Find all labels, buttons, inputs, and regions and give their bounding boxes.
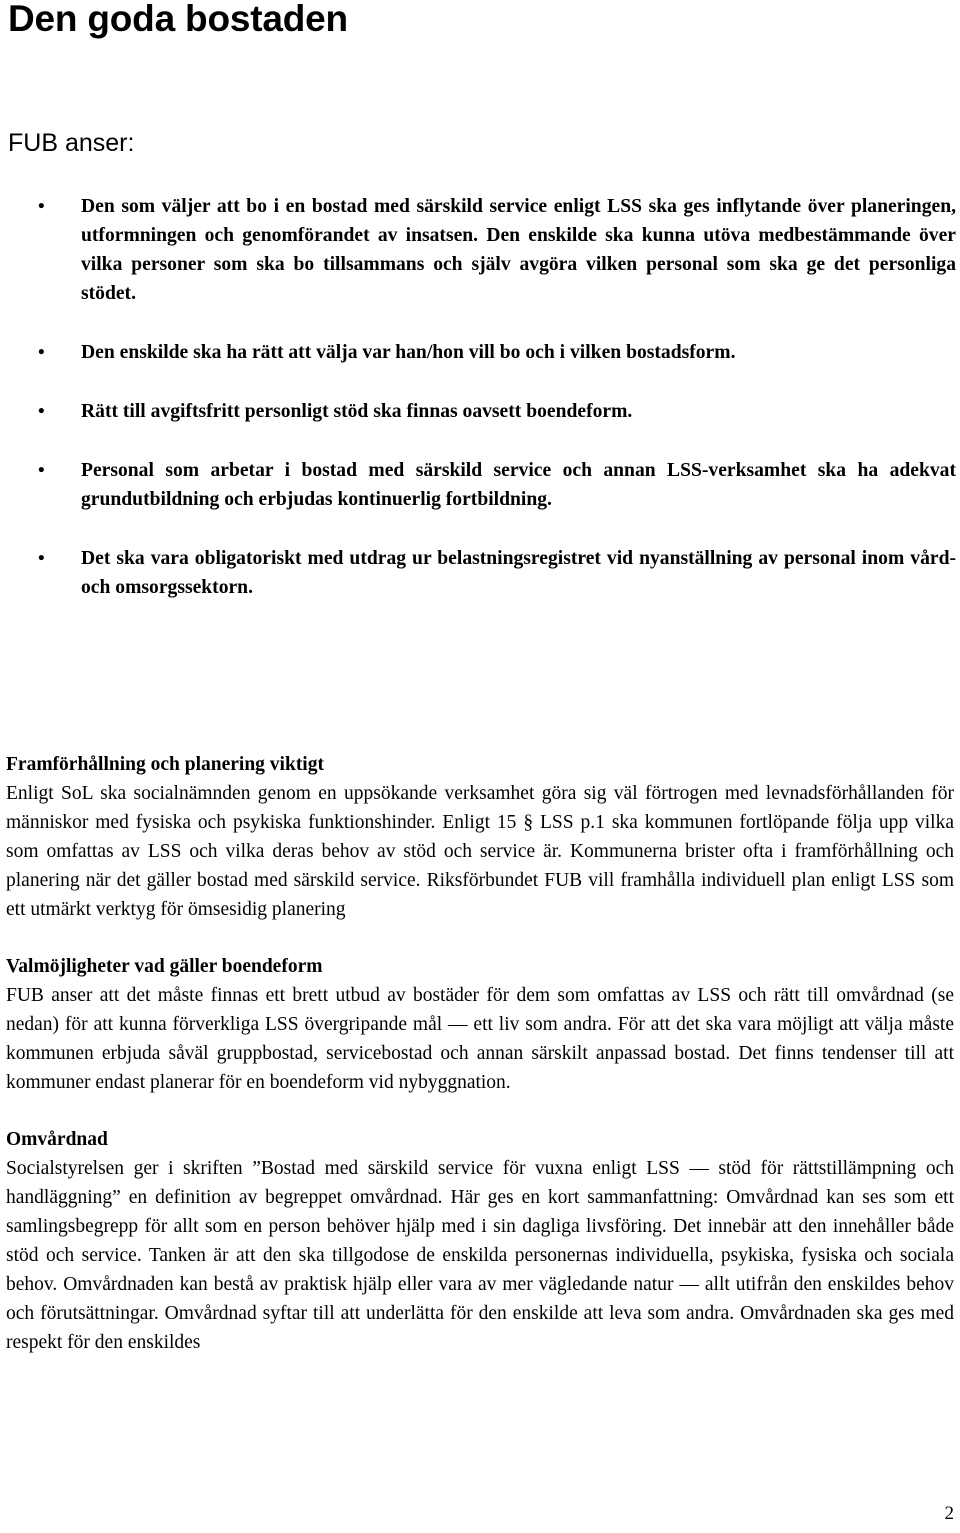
- bullet-glyph: •: [38, 196, 45, 217]
- section-planning: [0, 750, 960, 924]
- document-title: Den goda bostaden: [8, 0, 348, 39]
- bullet-text: Den som väljer att bo i en bostad med särskild service enligt LSS ska ges inflytande över planeringen, utformningen och genomförandet av insatsen. Den enskilde ska kunna utöva medbestämmande över vilka personer som ska bo tillsammans och själv avgöra vilken personal som ska ge det personliga stödet.: [81, 196, 956, 304]
- section-heading: Framförhållning och planering viktigt: [6, 754, 324, 775]
- bullet-text: Personal som arbetar i bostad med särskild service och annan LSS-verksamhet ska ha adekvat grundutbildning och erbjudas kontinuerlig fortbildning.: [81, 460, 956, 510]
- bullet-text: Det ska vara obligatoriskt med utdrag ur belastningsregistret vid nyanställning av personal inom vård- och omsorgssektorn.: [81, 548, 956, 598]
- section-heading: Omvårdnad: [6, 1129, 108, 1150]
- bullet-item: [0, 544, 960, 602]
- section-body: FUB anser att det måste finnas ett brett utbud av bostäder för dem som omfattas av LSS och rätt till omvårdnad (se nedan) för att kunna förverkliga LSS övergripande mål — ett liv som andra. För att det ska vara möjligt att välja måste kommunen erbjuda såväl gruppbostad, servicebostad och annan särskilt anpassad bostad. Det finns tendenser till att kommuner endast planerar för en boendeform vid nybyggnation.: [6, 985, 954, 1093]
- bullet-glyph: •: [38, 401, 45, 422]
- fub-heading: FUB anser:: [8, 129, 135, 157]
- section-body: Enligt SoL ska socialnämnden genom en uppsökande verksamhet göra sig väl förtrogen med levnadsförhållanden för människor med fysiska och psykiska funktionshinder. Enligt 15 § LSS p.1 ska kommunen fortlöpande följa upp vilka som omfattas av LSS och vilka deras behov av stöd och service är. Kommunerna brister ofta i framförhållning och planering när det gäller bostad med särskild service. Riksförbundet FUB vill framhålla individuell plan enligt LSS som ett utmärkt verktyg för ömsesidig planering: [6, 783, 954, 920]
- page-number: 2: [944, 1503, 954, 1524]
- section-heading: Valmöjligheter vad gäller boendeform: [6, 956, 323, 977]
- bullet-glyph: •: [38, 460, 45, 481]
- bullet-item: [0, 192, 960, 308]
- fub-bullet-list: [0, 192, 960, 632]
- bullet-item: [0, 456, 960, 514]
- bullet-glyph: •: [38, 548, 45, 569]
- body-sections: [0, 750, 960, 1385]
- bullet-item: [0, 338, 960, 367]
- section-body: Socialstyrelsen ger i skriften ”Bostad med särskild service för vuxna enligt LSS — stöd för rättstillämpning och handläggning” en definition av begreppet omvårdnad. Här ges en kort sammanfattning: Omvårdnad kan ses som ett samlingsbegrepp för allt som en person behöver hjälp med i sin dagliga livsföring. Det innebär att den innehåller både stöd och service. Tanken är att den ska tillgodose de enskilda personernas individuella, psykiska, fysiska och sociala behov. Omvårdnaden kan bestå av praktisk hjälp eller vara av mer vägledande natur — allt utifrån den enskildes behov och förutsättningar. Omvårdnad syftar till att underlätta för den enskilde att leva som andra. Omvårdnaden ska ges med respekt för den enskildes: [6, 1158, 954, 1353]
- bullet-glyph: •: [38, 342, 45, 363]
- section-care: [0, 1125, 960, 1357]
- section-housing-options: [0, 952, 960, 1097]
- bullet-text: Den enskilde ska ha rätt att välja var han/hon vill bo och i vilken bostadsform.: [81, 342, 736, 363]
- bullet-item: [0, 397, 960, 426]
- bullet-text: Rätt till avgiftsfritt personligt stöd ska finnas oavsett boendeform.: [81, 401, 633, 422]
